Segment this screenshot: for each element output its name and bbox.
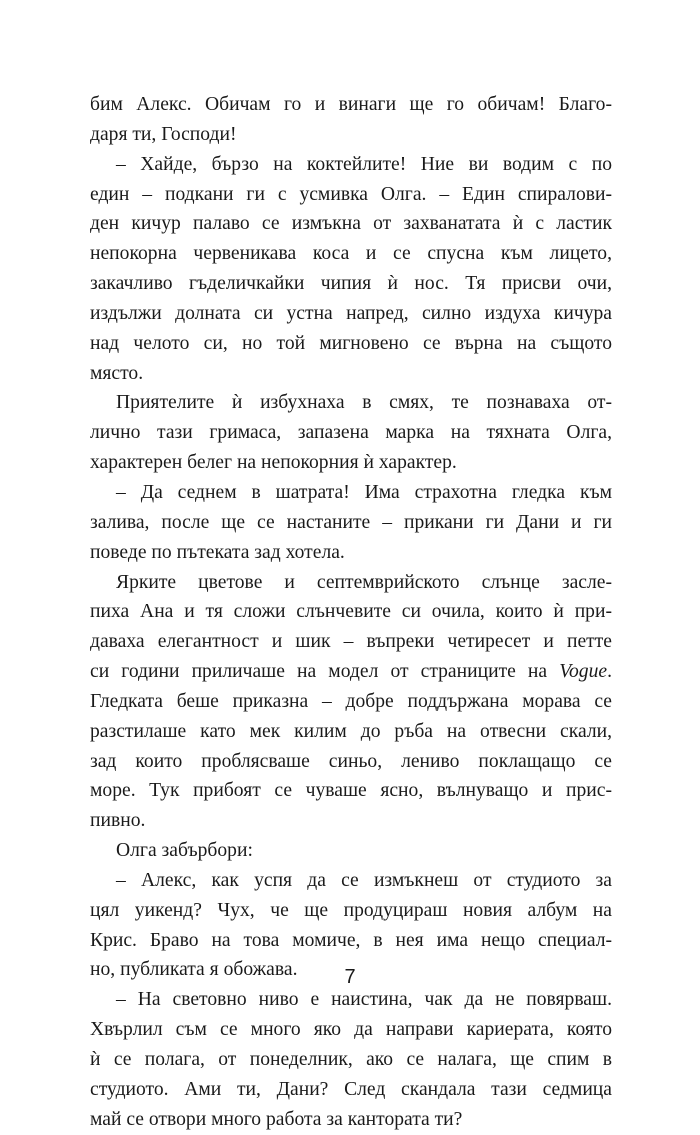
text-line	[90, 687, 612, 717]
text-line-content: даваха елегантност и шик – въпреки четиресет и петте	[90, 631, 612, 653]
text-line-content: зад които проблясваше синьо, лениво поклащащо се	[90, 750, 612, 772]
text-line-content: Приятелите ѝ избухнаха в смях, те познаваха от-	[116, 392, 612, 414]
text-line-content: лично тази гримаса, запазена марка на тяхната Олга,	[90, 422, 612, 444]
text-line	[90, 269, 612, 299]
text-line	[90, 239, 612, 269]
text-line-content: Ярките цветове и септемврийското слънце засле-	[116, 571, 612, 593]
text-line	[90, 209, 612, 239]
text-line	[90, 627, 612, 657]
text-line-content: цял уикенд? Чух, че ще продуцираш новия албум на	[90, 899, 612, 921]
text-line	[90, 90, 612, 120]
text-line	[90, 1045, 612, 1075]
text-line-content: Гледката беше приказна – добре поддържана морава се	[90, 690, 612, 712]
text-line	[90, 717, 612, 747]
text-line-content: бим Алекс. Обичам го и винаги ще го обичам! Благо-	[90, 94, 612, 115]
text-line	[90, 418, 612, 448]
text-line	[90, 150, 612, 180]
text-line	[90, 1075, 612, 1105]
text-line-content: ден кичур палаво се измъкна от захванатата ѝ с ластик	[90, 213, 612, 235]
text-line	[90, 747, 612, 777]
text-line-content: поведе по пътеката зад хотела.	[90, 541, 345, 563]
text-line	[90, 538, 612, 568]
text-line-content: – Да седнем в шатрата! Има страхотна гледка към	[116, 481, 612, 503]
text-line	[90, 299, 612, 329]
text-line-content: пиха Ана и тя сложи слънчевите си очила, които ѝ при-	[90, 601, 612, 623]
text-line	[90, 448, 612, 478]
text-line	[90, 926, 612, 956]
text-line	[90, 388, 612, 418]
text-line-content: – Хайде, бързо на коктейлите! Ние ви водим с по	[116, 153, 612, 175]
text-line-content: издължи долната си устна напред, силно издуха кичура	[90, 302, 612, 324]
text-punctuation: .	[607, 661, 612, 683]
text-line-content: даря ти, Господи!	[90, 123, 237, 145]
text-line-content: непокорна червеникава коса и се спусна към лицето,	[90, 243, 612, 265]
text-line-content: – На световно ниво е наистина, чак да не повярваш.	[116, 989, 612, 1011]
text-line	[90, 657, 612, 687]
text-line-content: Хвърлил съм се много яко да направи кариерата, която	[90, 1019, 612, 1041]
text-line	[90, 568, 612, 598]
text-line	[90, 597, 612, 627]
text-line	[90, 896, 612, 926]
text-line-content: но, публиката я обожава.	[90, 959, 298, 981]
text-line-content: един – подкани ги с усмивка Олга. – Един спиралови-	[90, 183, 612, 205]
page-number: 7	[344, 966, 356, 988]
text-line	[90, 120, 612, 150]
text-line-content: си години приличаше на модел от страниците на	[90, 661, 560, 683]
text-line-content: Крис. Браво на това момиче, в нея има нещо специал-	[90, 929, 612, 951]
text-line	[90, 1105, 612, 1135]
text-line-content: място.	[90, 362, 144, 384]
text-line	[90, 359, 612, 389]
text-line	[90, 329, 612, 359]
text-line-content: – Алекс, как успя да се измъкнеш от студиото за	[116, 869, 612, 891]
text-line	[90, 180, 612, 210]
text-line-content: характерен белег на непокорния ѝ характер.	[90, 452, 457, 474]
text-line	[90, 776, 612, 806]
text-line	[90, 508, 612, 538]
text-line-content: залива, после ще се настаните – прикани ги Дани и ги	[90, 511, 612, 533]
text-line-content: май се отвори много работа за кантората ти?	[90, 1108, 463, 1130]
text-line	[90, 866, 612, 896]
text-line-content: ѝ се полага, от понеделник, ако се налага, ще спим в	[90, 1049, 612, 1070]
text-line-content: закачливо гъделичкайки чипия ѝ нос. Тя присви очи,	[90, 273, 612, 295]
text-line-content: над челото си, но той мигновено се върна на същото	[90, 332, 612, 354]
text-line	[90, 1015, 612, 1045]
italic-title: Vogue	[559, 661, 608, 683]
text-line	[90, 806, 612, 836]
text-line-content: море. Тук прибоят се чуваше ясно, вълнуващо и прис-	[90, 780, 612, 802]
text-line-content: разстилаше като мек килим до ръба на отвесни скали,	[90, 720, 612, 742]
text-line-content: Олга забърбори:	[116, 840, 253, 862]
text-line-content: пивно.	[90, 810, 146, 832]
text-line-content: студиото. Ами ти, Дани? След скандала тази седмица	[90, 1078, 612, 1100]
text-line	[90, 478, 612, 508]
text-line	[90, 985, 612, 1015]
text-line	[90, 836, 612, 866]
